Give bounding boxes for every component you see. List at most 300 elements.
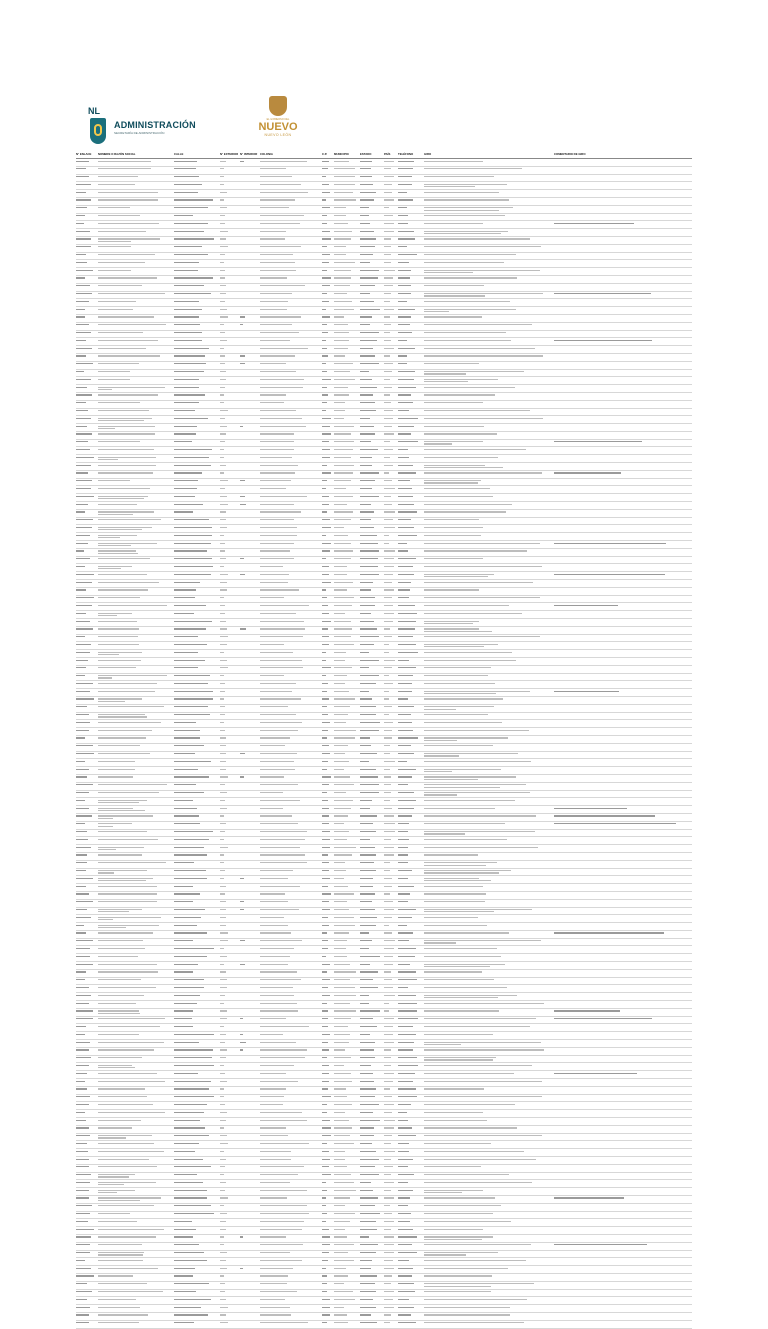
- table-cell-text: [174, 465, 211, 466]
- table-row: [76, 736, 692, 744]
- table-row: [76, 393, 692, 401]
- table-row: [76, 674, 692, 682]
- table-cell-text: [334, 753, 345, 754]
- table-cell-text: [424, 1065, 532, 1066]
- table-cell-text: [174, 815, 199, 816]
- table-cell-text: [322, 340, 326, 341]
- table-cell-text: [398, 1213, 411, 1214]
- table-cell-text: [76, 1197, 89, 1198]
- table-cell-text: [424, 324, 532, 325]
- table-cell-text: [360, 1003, 369, 1004]
- table-cell-text: [424, 1286, 491, 1287]
- table-row: [76, 1149, 692, 1157]
- table-cell-text: [260, 238, 285, 239]
- table-cell-text: [174, 1034, 214, 1035]
- table-cell-text: [424, 1112, 483, 1113]
- table-cell-text: [76, 792, 89, 793]
- table-cell-text: [322, 870, 329, 871]
- table-cell-text: [554, 340, 652, 341]
- table-cell-text: [98, 246, 131, 247]
- table-cell-text: [424, 233, 501, 234]
- table-cell-text: [334, 340, 349, 341]
- table-row: [76, 564, 692, 572]
- table-cell-text: [220, 1034, 226, 1035]
- table-cell-text: [398, 1322, 416, 1323]
- table-cell-text: [76, 745, 93, 746]
- table-cell-text: [98, 553, 138, 554]
- table-cell-text: [384, 1174, 391, 1175]
- table-row: [76, 603, 692, 611]
- table-cell-text: [360, 683, 376, 684]
- table-cell-text: [174, 831, 213, 832]
- table-cell-text: [220, 854, 224, 855]
- table-cell-text: [98, 550, 136, 551]
- table-cell-text: [322, 1314, 330, 1315]
- table-cell-text: [322, 519, 330, 520]
- table-cell-text: [98, 1088, 145, 1089]
- table-cell-text: [322, 449, 330, 450]
- table-cell-text: [334, 683, 345, 684]
- table-cell-text: [424, 410, 530, 411]
- table-cell-text: [334, 1057, 351, 1058]
- table-cell-text: [360, 449, 378, 450]
- table-cell-text: [260, 262, 295, 263]
- table-cell-text: [220, 192, 227, 193]
- table-cell-text: [424, 207, 513, 208]
- table-cell-text: [424, 886, 483, 887]
- table-cell-text: [76, 192, 86, 193]
- table-cell-text: [260, 441, 294, 442]
- table-cell-text: [424, 1205, 501, 1206]
- table-cell-text: [76, 1151, 88, 1152]
- table-cell-text: [260, 199, 295, 200]
- table-cell-text: [220, 1049, 227, 1050]
- table-cell-text: [98, 420, 144, 421]
- table-cell-text: [424, 443, 452, 444]
- table-cell-text: [334, 1314, 347, 1315]
- table-cell-text: [220, 1244, 224, 1245]
- table-cell-text: [360, 574, 379, 575]
- table-cell-text: [360, 465, 372, 466]
- table-cell-text: [360, 839, 370, 840]
- table-row: [76, 167, 692, 175]
- table-cell-text: [334, 675, 347, 676]
- table-cell-text: [398, 1065, 418, 1066]
- table-cell-text: [98, 519, 161, 520]
- table-cell-text: [384, 1229, 391, 1230]
- table-cell-text: [98, 449, 154, 450]
- table-cell-text: [174, 1275, 193, 1276]
- table-cell-text: [76, 1135, 90, 1136]
- table-cell-text: [260, 792, 283, 793]
- table-cell-text: [174, 714, 210, 715]
- table-cell-text: [174, 691, 213, 692]
- table-cell-text: [398, 1159, 413, 1160]
- table-cell-text: [398, 246, 407, 247]
- table-cell-text: [174, 909, 205, 910]
- table-cell-text: [220, 1057, 226, 1058]
- table-cell-text: [554, 441, 642, 442]
- table-cell-text: [260, 1260, 302, 1261]
- table-cell-text: [322, 465, 327, 466]
- table-cell-text: [334, 426, 354, 427]
- table-cell-text: [334, 714, 348, 715]
- table-row: [76, 416, 692, 424]
- table-cell-text: [76, 277, 85, 278]
- table-cell-text: [424, 865, 486, 866]
- table-cell-text: [98, 872, 114, 873]
- table-cell-text: [76, 348, 92, 349]
- table-cell-text: [76, 465, 91, 466]
- table-cell-text: [398, 831, 408, 832]
- table-cell-text: [240, 1268, 243, 1269]
- table-cell-text: [220, 948, 224, 949]
- table-cell-text: [98, 818, 113, 819]
- table-row: [76, 463, 692, 471]
- table-cell-text: [260, 527, 297, 528]
- table-cell-text: [174, 410, 195, 411]
- table-cell-text: [322, 511, 327, 512]
- table-cell-text: [398, 995, 416, 996]
- table-cell-text: [174, 1314, 208, 1315]
- table-cell-text: [360, 277, 378, 278]
- table-cell-text: [424, 1244, 531, 1245]
- table-cell-text: [424, 597, 540, 598]
- table-cell-text: [360, 971, 378, 972]
- table-cell-text: [98, 301, 136, 302]
- table-cell-text: [76, 800, 85, 801]
- table-cell-text: [76, 426, 87, 427]
- table-cell-text: [322, 792, 327, 793]
- table-row: [76, 1157, 692, 1165]
- table-cell-text: [174, 504, 203, 505]
- table-row: [76, 1087, 692, 1095]
- table-cell-text: [220, 995, 225, 996]
- table-cell-text: [334, 1018, 351, 1019]
- table-cell-text: [98, 613, 132, 614]
- table-cell-text: [220, 792, 227, 793]
- table-cell-text: [322, 1159, 330, 1160]
- table-cell-text: [334, 511, 353, 512]
- table-cell-text: [424, 295, 485, 296]
- table-row: [76, 720, 692, 728]
- table-cell-text: [360, 1127, 374, 1128]
- table-row: [76, 697, 692, 705]
- table-cell-text: [424, 698, 503, 699]
- table-cell-text: [360, 348, 373, 349]
- table-cell-text: [260, 1042, 296, 1043]
- table-cell-text: [360, 621, 374, 622]
- table-cell-text: [98, 1229, 164, 1230]
- table-cell-text: [398, 379, 414, 380]
- table-row: [76, 1071, 692, 1079]
- table-cell-text: [384, 808, 392, 809]
- column-header: ESTADO: [360, 152, 372, 156]
- table-cell-text: [384, 192, 392, 193]
- table-cell-text: [424, 519, 479, 520]
- table-cell-text: [98, 426, 155, 427]
- table-cell-text: [174, 168, 196, 169]
- table-cell-text: [424, 1283, 534, 1284]
- table-cell-text: [334, 792, 346, 793]
- table-cell-text: [398, 1143, 409, 1144]
- table-cell-text: [76, 636, 85, 637]
- table-cell-text: [220, 1010, 227, 1011]
- table-cell-text: [76, 667, 86, 668]
- table-cell-text: [98, 231, 146, 232]
- table-cell-text: [98, 277, 157, 278]
- table-cell-text: [76, 1159, 89, 1160]
- table-cell-text: [76, 1268, 91, 1269]
- table-cell-text: [174, 387, 199, 388]
- table-cell-text: [424, 691, 530, 692]
- table-cell-text: [174, 1049, 213, 1050]
- table-cell-text: [334, 441, 354, 442]
- table-cell-text: [334, 254, 346, 255]
- table-row: [76, 666, 692, 674]
- table-row: [76, 1102, 692, 1110]
- table-cell-text: [334, 387, 348, 388]
- table-cell-text: [76, 1112, 85, 1113]
- document-header: [88, 96, 688, 156]
- table-cell-text: [360, 1065, 371, 1066]
- table-cell-text: [398, 1236, 417, 1237]
- table-cell-text: [174, 1026, 193, 1027]
- table-cell-text: [98, 987, 156, 988]
- table-cell-text: [360, 1096, 375, 1097]
- table-cell-text: [98, 1135, 152, 1136]
- table-cell-text: [424, 794, 457, 795]
- table-cell-text: [424, 776, 516, 777]
- table-cell-text: [260, 496, 307, 497]
- table-cell-text: [322, 940, 328, 941]
- table-cell-text: [76, 1182, 90, 1183]
- table-cell-text: [334, 1073, 351, 1074]
- table-cell-text: [424, 176, 494, 177]
- table-cell-text: [174, 1174, 197, 1175]
- table-cell-text: [360, 800, 372, 801]
- table-cell-text: [384, 683, 393, 684]
- table-cell-text: [322, 909, 330, 910]
- table-cell-text: [220, 917, 226, 918]
- table-cell-text: [220, 722, 224, 723]
- table-cell-text: [384, 426, 392, 427]
- table-cell-text: [360, 223, 370, 224]
- table-cell-text: [424, 730, 529, 731]
- table-cell-text: [240, 316, 245, 317]
- table-cell-text: [98, 428, 115, 429]
- table-cell-text: [98, 979, 141, 980]
- table-cell-text: [554, 932, 664, 933]
- table-cell-text: [76, 815, 92, 816]
- table-cell-text: [322, 589, 326, 590]
- table-cell-text: [322, 207, 330, 208]
- table-cell-text: [98, 776, 133, 777]
- table-cell-text: [424, 1044, 461, 1045]
- table-cell-text: [220, 535, 224, 536]
- table-cell-text: [384, 504, 392, 505]
- table-cell-text: [220, 582, 227, 583]
- table-cell-text: [424, 576, 488, 577]
- table-cell-text: [424, 722, 502, 723]
- table-cell-text: [76, 862, 87, 863]
- table-cell-text: [334, 870, 346, 871]
- table-cell-text: [220, 737, 226, 738]
- table-cell-text: [98, 683, 157, 684]
- table-cell-text: [76, 589, 86, 590]
- table-cell-text: [424, 940, 541, 941]
- table-cell-text: [384, 465, 393, 466]
- table-cell-text: [424, 964, 505, 965]
- table-cell-text: [174, 426, 197, 427]
- table-cell-text: [260, 519, 294, 520]
- table-cell-text: [76, 379, 91, 380]
- table-cell-text: [334, 324, 348, 325]
- table-row: [76, 518, 692, 526]
- table-cell-text: [424, 332, 506, 333]
- table-cell-text: [322, 847, 330, 848]
- table-cell-text: [384, 309, 394, 310]
- table-cell-text: [76, 1174, 91, 1175]
- table-row: [76, 1235, 692, 1243]
- table-cell-text: [220, 823, 226, 824]
- table-cell-text: [398, 1166, 408, 1167]
- table-cell-text: [98, 199, 158, 200]
- table-cell-text: [98, 537, 120, 538]
- table-cell-text: [322, 1307, 330, 1308]
- table-cell-text: [424, 839, 507, 840]
- table-cell-text: [260, 410, 296, 411]
- table-cell-text: [174, 675, 210, 676]
- table-row: [76, 946, 692, 954]
- table-cell-text: [424, 1192, 462, 1193]
- table-cell-text: [260, 316, 301, 317]
- table-row: [76, 1321, 692, 1329]
- table-cell-text: [398, 1127, 412, 1128]
- table-cell-text: [384, 161, 394, 162]
- table-cell-text: [384, 597, 392, 598]
- table-row: [76, 1032, 692, 1040]
- table-cell-text: [334, 262, 355, 263]
- table-cell-text: [98, 698, 142, 699]
- table-cell-text: [398, 207, 407, 208]
- table-cell-text: [360, 698, 372, 699]
- table-cell-text: [76, 1057, 91, 1058]
- table-cell-text: [76, 309, 85, 310]
- table-cell-text: [424, 613, 522, 614]
- table-cell-text: [98, 262, 145, 263]
- table-cell-text: [260, 574, 289, 575]
- table-cell-text: [424, 1182, 532, 1183]
- table-cell-text: [260, 683, 296, 684]
- table-cell-text: [424, 1151, 524, 1152]
- table-cell-text: [322, 628, 328, 629]
- table-cell-text: [424, 675, 488, 676]
- table-cell-text: [220, 270, 225, 271]
- table-cell-text: [220, 1135, 227, 1136]
- table-cell-text: [240, 964, 245, 965]
- table-cell-text: [98, 815, 153, 816]
- table-cell-text: [98, 293, 165, 294]
- table-cell-text: [260, 644, 284, 645]
- table-cell-text: [98, 964, 157, 965]
- table-row: [76, 705, 692, 713]
- table-cell-text: [424, 1059, 493, 1060]
- table-cell-text: [322, 433, 331, 434]
- table-cell-text: [322, 722, 330, 723]
- table-cell-text: [424, 997, 498, 998]
- table-cell-text: [260, 426, 306, 427]
- table-cell-text: [98, 459, 118, 460]
- table-cell-text: [424, 1127, 517, 1128]
- table-cell-text: [220, 1190, 225, 1191]
- table-cell-text: [384, 1268, 394, 1269]
- table-cell-text: [174, 784, 196, 785]
- table-cell-text: [98, 192, 158, 193]
- table-cell-text: [174, 176, 199, 177]
- table-cell-text: [424, 223, 483, 224]
- table-cell-text: [398, 1151, 409, 1152]
- table-cell-text: [76, 698, 94, 699]
- table-cell-text: [424, 761, 531, 762]
- table-cell-text: [322, 566, 329, 567]
- table-cell-text: [260, 168, 286, 169]
- table-cell-text: [174, 394, 205, 395]
- table-cell-text: [98, 1026, 160, 1027]
- table-cell-text: [384, 340, 391, 341]
- table-cell-text: [76, 753, 94, 754]
- table-cell-text: [322, 1197, 326, 1198]
- table-cell-text: [174, 628, 206, 629]
- table-cell-text: [398, 979, 417, 980]
- table-cell-text: [174, 613, 194, 614]
- table-cell-text: [220, 465, 226, 466]
- table-cell-text: [174, 418, 208, 419]
- table-cell-text: [424, 1096, 542, 1097]
- table-cell-text: [398, 472, 416, 473]
- table-cell-text: [220, 1143, 228, 1144]
- table-cell-text: [98, 701, 125, 702]
- table-cell-text: [360, 246, 375, 247]
- table-cell-text: [384, 979, 392, 980]
- table-row: [76, 1188, 692, 1196]
- table-cell-text: [424, 566, 542, 567]
- table-cell-text: [260, 418, 302, 419]
- table-cell-text: [360, 192, 376, 193]
- table-cell-text: [98, 956, 138, 957]
- table-cell-text: [398, 574, 414, 575]
- table-cell-text: [260, 745, 285, 746]
- table-cell-text: [360, 262, 370, 263]
- table-cell-text: [174, 893, 200, 894]
- table-cell-text: [398, 332, 412, 333]
- table-cell-text: [424, 1291, 491, 1292]
- table-cell-text: [384, 1307, 394, 1308]
- table-cell-text: [220, 1042, 225, 1043]
- table-cell-text: [174, 309, 202, 310]
- table-cell-text: [220, 660, 227, 661]
- table-cell-text: [220, 964, 224, 965]
- table-cell-text: [76, 1065, 89, 1066]
- table-row: [76, 479, 692, 487]
- table-row: [76, 229, 692, 237]
- table-cell-text: [220, 301, 225, 302]
- table-cell-text: [334, 1182, 354, 1183]
- table-cell-text: [76, 808, 89, 809]
- table-row: [76, 1219, 692, 1227]
- table-row: [76, 939, 692, 947]
- table-cell-text: [360, 792, 379, 793]
